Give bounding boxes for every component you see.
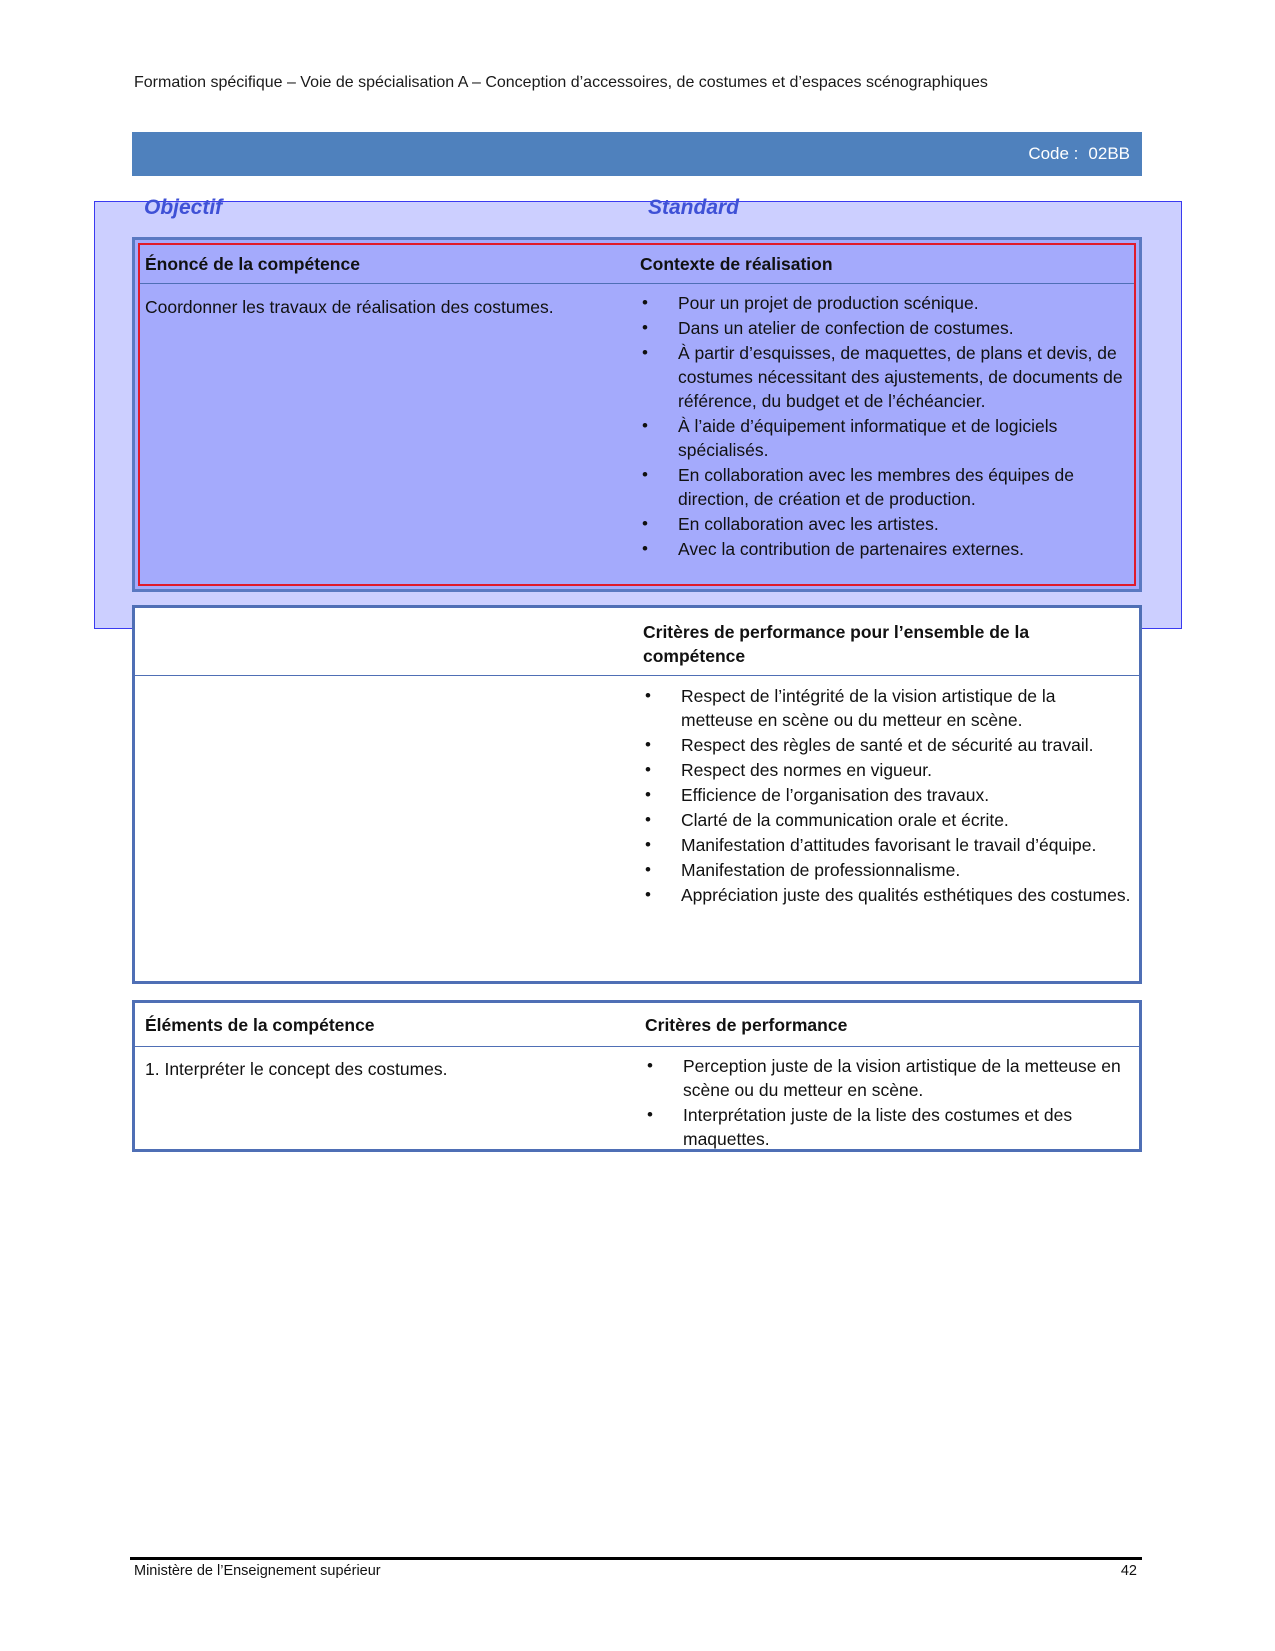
element-item: 1. Interpréter le concept des costumes. <box>145 1059 448 1079</box>
list-item: • Interprétation juste de la liste des costumes et des maquettes. <box>647 1105 1073 1149</box>
bullet-icon: • <box>645 760 651 779</box>
list-item: • Efficience de l’organisation des travaux. <box>645 785 990 805</box>
footer-ministry: Ministère de l’Enseignement supérieur <box>134 1563 381 1579</box>
bullet-icon: • <box>645 686 651 705</box>
criteria-header: Critères de performance pour l’ensemble de la compétence <box>643 622 1030 666</box>
list-item: • Appréciation juste des qualités esthétiques des costumes. <box>645 885 1131 905</box>
list-item: • Manifestation d’attitudes favorisant le travail d’équipe. <box>645 835 1097 855</box>
bullet-icon: • <box>645 735 651 754</box>
bullet-icon: • <box>642 343 648 362</box>
elements-table-header <box>135 1003 1139 1047</box>
list-item: • Respect des règles de santé et de sécurité au travail. <box>645 735 1094 755</box>
elements-header: Éléments de la compétence <box>145 1015 375 1035</box>
page-number: 42 <box>1120 1563 1137 1579</box>
list-item: • En collaboration avec les membres des équipes de direction, de création et de production. <box>642 465 1074 509</box>
footer-divider <box>130 1557 1142 1560</box>
competence-table <box>132 237 1142 592</box>
code-value: 02BB <box>1088 144 1130 163</box>
bullet-icon: • <box>642 318 648 337</box>
context-header: Contexte de réalisation <box>640 254 833 274</box>
bullet-icon: • <box>647 1105 653 1124</box>
list-item: • À l’aide d’équipement informatique et de logiciels spécialisés. <box>642 416 1058 460</box>
list-item: • Respect des normes en vigueur. <box>645 760 932 780</box>
list-item: • Avec la contribution de partenaires externes. <box>642 539 1024 559</box>
list-item: • Perception juste de la vision artistique de la metteuse en scène ou du metteur en scène. <box>647 1056 1121 1100</box>
code-bar <box>132 132 1142 176</box>
bullet-icon: • <box>642 539 648 558</box>
bullet-icon: • <box>645 885 651 904</box>
bullet-icon: • <box>645 860 651 879</box>
code-label: Code : <box>1028 144 1079 163</box>
list-item: • Manifestation de professionnalisme. <box>645 860 961 880</box>
tab-objectif[interactable]: Objectif <box>144 196 223 219</box>
list-item: • À partir d’esquisses, de maquettes, de plans et devis, de costumes nécessitant des ajustements, de documents de référence, du budget et de l’échéancier. <box>642 343 1123 411</box>
bullet-icon: • <box>645 810 651 829</box>
list-item: • En collaboration avec les artistes. <box>642 514 939 534</box>
bullet-icon: • <box>645 835 651 854</box>
criteria-list <box>643 684 1131 908</box>
competence-table-header <box>140 245 1134 284</box>
bullet-icon: • <box>642 416 648 435</box>
bullet-icon: • <box>642 514 648 533</box>
list-item: • Dans un atelier de confection de costumes. <box>642 318 1014 338</box>
competence-statement: Coordonner les travaux de réalisation des costumes. <box>145 297 554 317</box>
bullet-icon: • <box>642 293 648 312</box>
list-item: • Pour un projet de production scénique. <box>642 293 979 313</box>
criteria-table-header <box>135 608 1139 676</box>
running-header: Formation spécifique – Voie de spécialisation A – Conception d’accessoires, de costumes et d’espaces scénographiques <box>134 74 988 91</box>
list-item: • Respect de l’intégrité de la vision artistique de la metteuse en scène ou du metteur en scène. <box>645 686 1056 730</box>
context-list <box>640 291 1130 562</box>
bullet-icon: • <box>642 465 648 484</box>
competence-table-highlight <box>138 243 1136 586</box>
bullet-icon: • <box>647 1056 653 1075</box>
bullet-icon: • <box>645 785 651 804</box>
list-item: • Clarté de la communication orale et écrite. <box>645 810 1009 830</box>
element-criteria-list <box>645 1054 1131 1152</box>
elements-table <box>132 1000 1142 1152</box>
performance-header: Critères de performance <box>645 1015 848 1035</box>
statement-header: Énoncé de la compétence <box>145 254 360 274</box>
criteria-table <box>132 605 1142 984</box>
tab-standard[interactable]: Standard <box>648 196 740 219</box>
